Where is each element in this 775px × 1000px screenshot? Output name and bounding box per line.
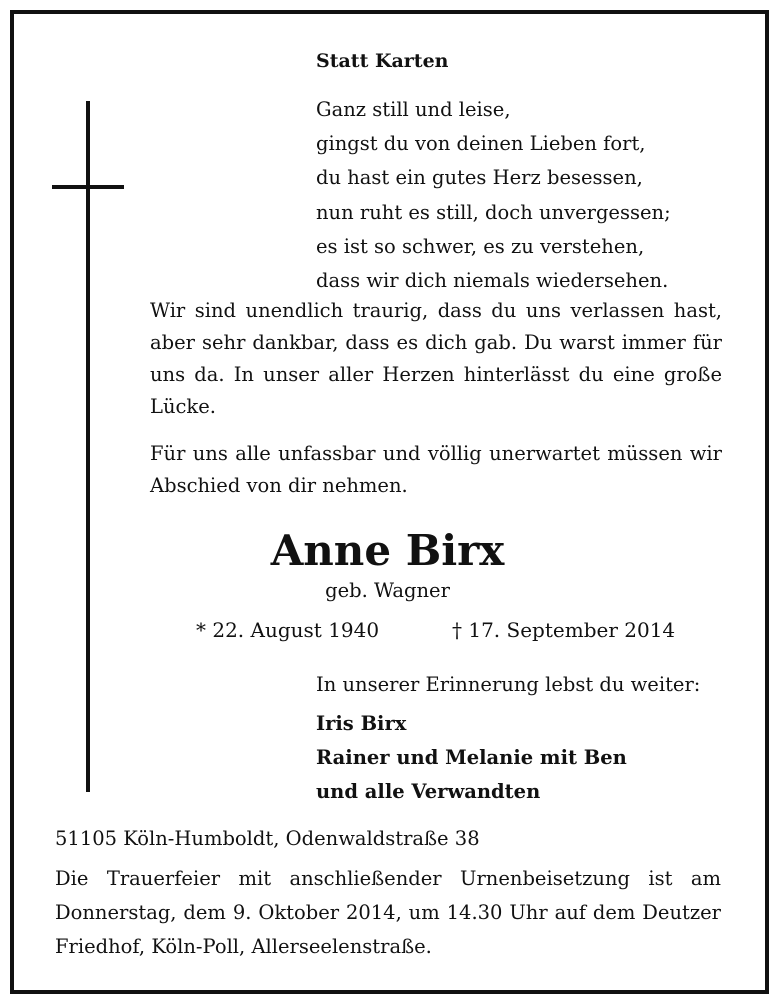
poem xyxy=(316,93,671,298)
paragraph-farewell: Für uns alle unfassbar und völlig unerwartet müssen wir Abschied von dir nehmen. xyxy=(150,442,722,497)
family-member: und alle Verwandten xyxy=(316,780,541,803)
poem-line: du hast ein gutes Herz besessen, xyxy=(316,166,643,190)
poem-line: nun ruht es still, doch unvergessen; xyxy=(316,200,671,224)
heading-statt-karten: Statt Karten xyxy=(316,50,449,72)
birth-date: * 22. August 1940 xyxy=(196,618,380,642)
deceased-name: Anne Birx xyxy=(270,526,505,575)
paragraph-gratitude: Wir sind unendlich traurig, dass du uns verlassen hast, aber sehr dankbar, dass es dich gab. Du warst immer für uns da. In unser aller Herzen hinterlässt du eine große Lücke. xyxy=(150,299,722,418)
memory-line: In unserer Erinnerung lebst du weiter: xyxy=(316,673,701,696)
family-member: Rainer und Melanie mit Ben xyxy=(316,746,627,769)
poem-line: dass wir dich niemals wiedersehen. xyxy=(316,269,669,293)
poem-line: es ist so schwer, es zu verstehen, xyxy=(316,234,645,258)
poem-line: gingst du von deinen Lieben fort, xyxy=(316,132,646,156)
cross-horizontal-bar xyxy=(52,185,124,189)
death-date: † 17. September 2014 xyxy=(452,618,676,642)
family-list xyxy=(316,707,627,809)
cross-vertical-bar xyxy=(86,101,90,792)
address: 51105 Köln-Humboldt, Odenwaldstraße 38 xyxy=(55,827,480,850)
maiden-name: geb. Wagner xyxy=(325,579,450,602)
family-member: Iris Birx xyxy=(316,712,407,735)
ceremony-info: Die Trauerfeier mit anschließender Urnenbeisetzung ist am Donnerstag, dem 9. Oktober 2014, um 14.30 Uhr auf dem Deutzer Friedhof, Köln-Poll, Allerseelenstraße. xyxy=(55,867,721,958)
poem-line: Ganz still und leise, xyxy=(316,98,511,121)
